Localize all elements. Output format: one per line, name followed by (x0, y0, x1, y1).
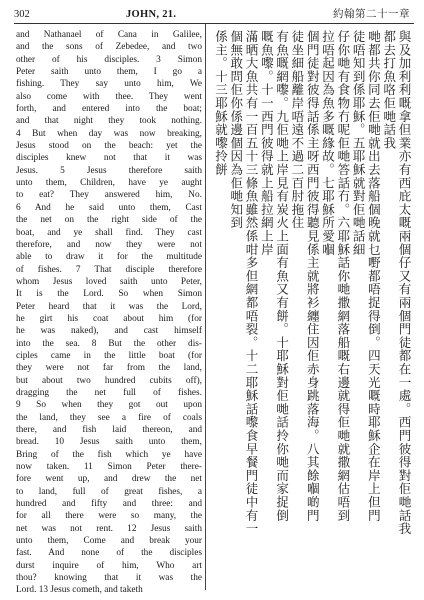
english-text-line: the net on the right side of the (16, 215, 202, 226)
english-text-line: boat, and ye shall find. They cast (16, 227, 202, 238)
english-text-line: Peter heard that it was the Lord, (16, 301, 202, 312)
english-text-line: therefore, and now they were not (16, 239, 202, 250)
english-text-line: 6 And he said unto them, Cast (16, 202, 202, 213)
english-text-line: but about two hundred cubits off), (16, 375, 202, 386)
english-text-line: they were not far from the land, (16, 363, 202, 374)
chinese-text-column-line: 都去打魚咯佢哋話我 (381, 30, 397, 150)
english-text-line: dragging the net full of fishes. (16, 387, 202, 398)
english-text-line: fast. And none of the disciples (16, 548, 202, 559)
english-text-line: he was naked), and cast himself (16, 326, 202, 337)
chinese-text-column-line: 有魚嘅網嚟。九佢哋上岸見有炭火上面有魚又有餅。十耶穌對佢哋話拎你哋而家捉倒 (274, 30, 290, 523)
english-text-line: unto them, Come and break your (16, 536, 202, 547)
english-text-line: there, and fish laid thereon, and (16, 425, 202, 435)
chinese-text-column-line: 嘅魚嚟。十一西門彼得就上船拉網上岸 (259, 30, 275, 257)
english-text-line: hundred and fifty and three: and (16, 499, 202, 510)
english-text-line: net was not rent. 12 Jesus saith (16, 523, 202, 534)
english-text-line: forth, and entered into the boat; (16, 104, 202, 115)
english-text-line: Jesus. 5 Jesus therefore saith (16, 165, 202, 176)
english-text-line: able to draw it for the multitude (16, 252, 202, 263)
english-chapter-heading: JOHN, 21. (126, 9, 177, 20)
header-rule (14, 23, 414, 24)
chinese-text-column-line: 拉唔起因為魚多嘅緣故。七耶穌所愛嗰 (320, 30, 336, 257)
english-text-line: ciples came in the little boat (for (16, 350, 202, 361)
chinese-text-column-line: 與及加利利嘅拿但業亦有西庇太嘅兩個仔又有兩個門徒都在一處。西門彼得對佢哋話我 (397, 30, 412, 536)
chinese-text-column-line: 係主。十三耶穌就嚟拎餅 (213, 30, 229, 177)
english-text-line: Peter saith unto them, I go a (16, 67, 202, 78)
english-text-line: also come with thee. They went (16, 91, 202, 102)
english-text-line: and Nathanael of Cana in Galilee, (16, 30, 202, 40)
chinese-text-column-line: 徒唔知到係耶穌。五耶穌就對佢哋話細 (351, 30, 367, 257)
page-number: 302 (14, 9, 30, 20)
chinese-text-column-line: 徒坐細船離岸唔遠不過二百肘拖住 (289, 30, 305, 230)
english-text-line: thou? knowing that it was the (16, 573, 202, 584)
chinese-text-column-line: 個門徒對彼得話係主呀西門彼得聽見係主就將衫纏住因佢赤身跳落海。八其餘嗰啲門 (305, 30, 321, 523)
english-text-line: 9 So when they got out upon (16, 400, 202, 411)
english-text-line: and the sons of Zebedee, and two (16, 42, 202, 53)
english-text-line: now taken. 11 Simon Peter there- (16, 462, 202, 473)
english-text-line: other of his disciples. 3 Simon (16, 54, 202, 65)
column-divider (205, 24, 206, 590)
english-text-line: fore went up, and drew the net (16, 474, 202, 485)
english-text-line: to eat? They answered him, No. (16, 190, 202, 201)
english-text-line: fishing. They say unto him, We (16, 79, 202, 90)
english-text-line: the land, they see a fire of coals (16, 412, 202, 423)
english-text-line: whom Jesus loved saith unto Peter, (16, 276, 202, 287)
english-text-line: and that night they took nothing. (16, 116, 202, 127)
english-text-line: Jesus stood on the beach: yet the (16, 141, 202, 152)
page-header (14, 8, 414, 22)
english-text-line: 4 But when day was now breaking, (16, 128, 202, 139)
english-text-line: for all there were so many, the (16, 511, 202, 522)
chinese-text-column (210, 30, 412, 590)
english-text-line: durst inquire of him, Who art (16, 560, 202, 571)
english-text-line: he girt his coat about him (for (16, 313, 202, 324)
english-text-line: of fishes. 7 That disciple therefore (16, 264, 202, 275)
chinese-text-column-line: 滿晒大魚共有一百五十三條魚雖然係咁多但網都唔裂。十二耶穌話嚟食早餐門徒中有一 (244, 30, 260, 536)
english-text-line: It is the Lord. So when Simon (16, 289, 202, 300)
chinese-text-column-line: 哋都共你同去佢哋就出去落船個晚就乜嘢都唔捉得倒。四天光嘅時耶穌企在岸上但門 (366, 30, 382, 523)
english-text-line: into the sea. 8 But the other dis- (16, 338, 202, 349)
chinese-text-column-line: 個無敢問佢你係邊個因為佢哋知到 (228, 30, 244, 230)
chinese-chapter-heading: 約翰第二十一章 (333, 9, 410, 20)
english-text-line: to land, full of great fishes, a (16, 486, 202, 497)
english-text-line: Lord. 13 Jesus cometh, and taketh (16, 585, 143, 596)
english-text-line: Bring of the fish which ye have (16, 449, 202, 460)
english-text-line: disciples knew not that it was (16, 153, 202, 164)
english-text-line: bread. 10 Jesus saith unto them, (16, 437, 202, 448)
english-text-line: unto them, Children, have ye aught (16, 178, 202, 189)
english-text-column (16, 29, 202, 597)
chinese-text-column-line: 仔你哋有食物冇呢佢哋答話冇。六耶穌話你哋撒網落船嘅右邊就得佢哋就撒網估唔到 (335, 30, 351, 523)
